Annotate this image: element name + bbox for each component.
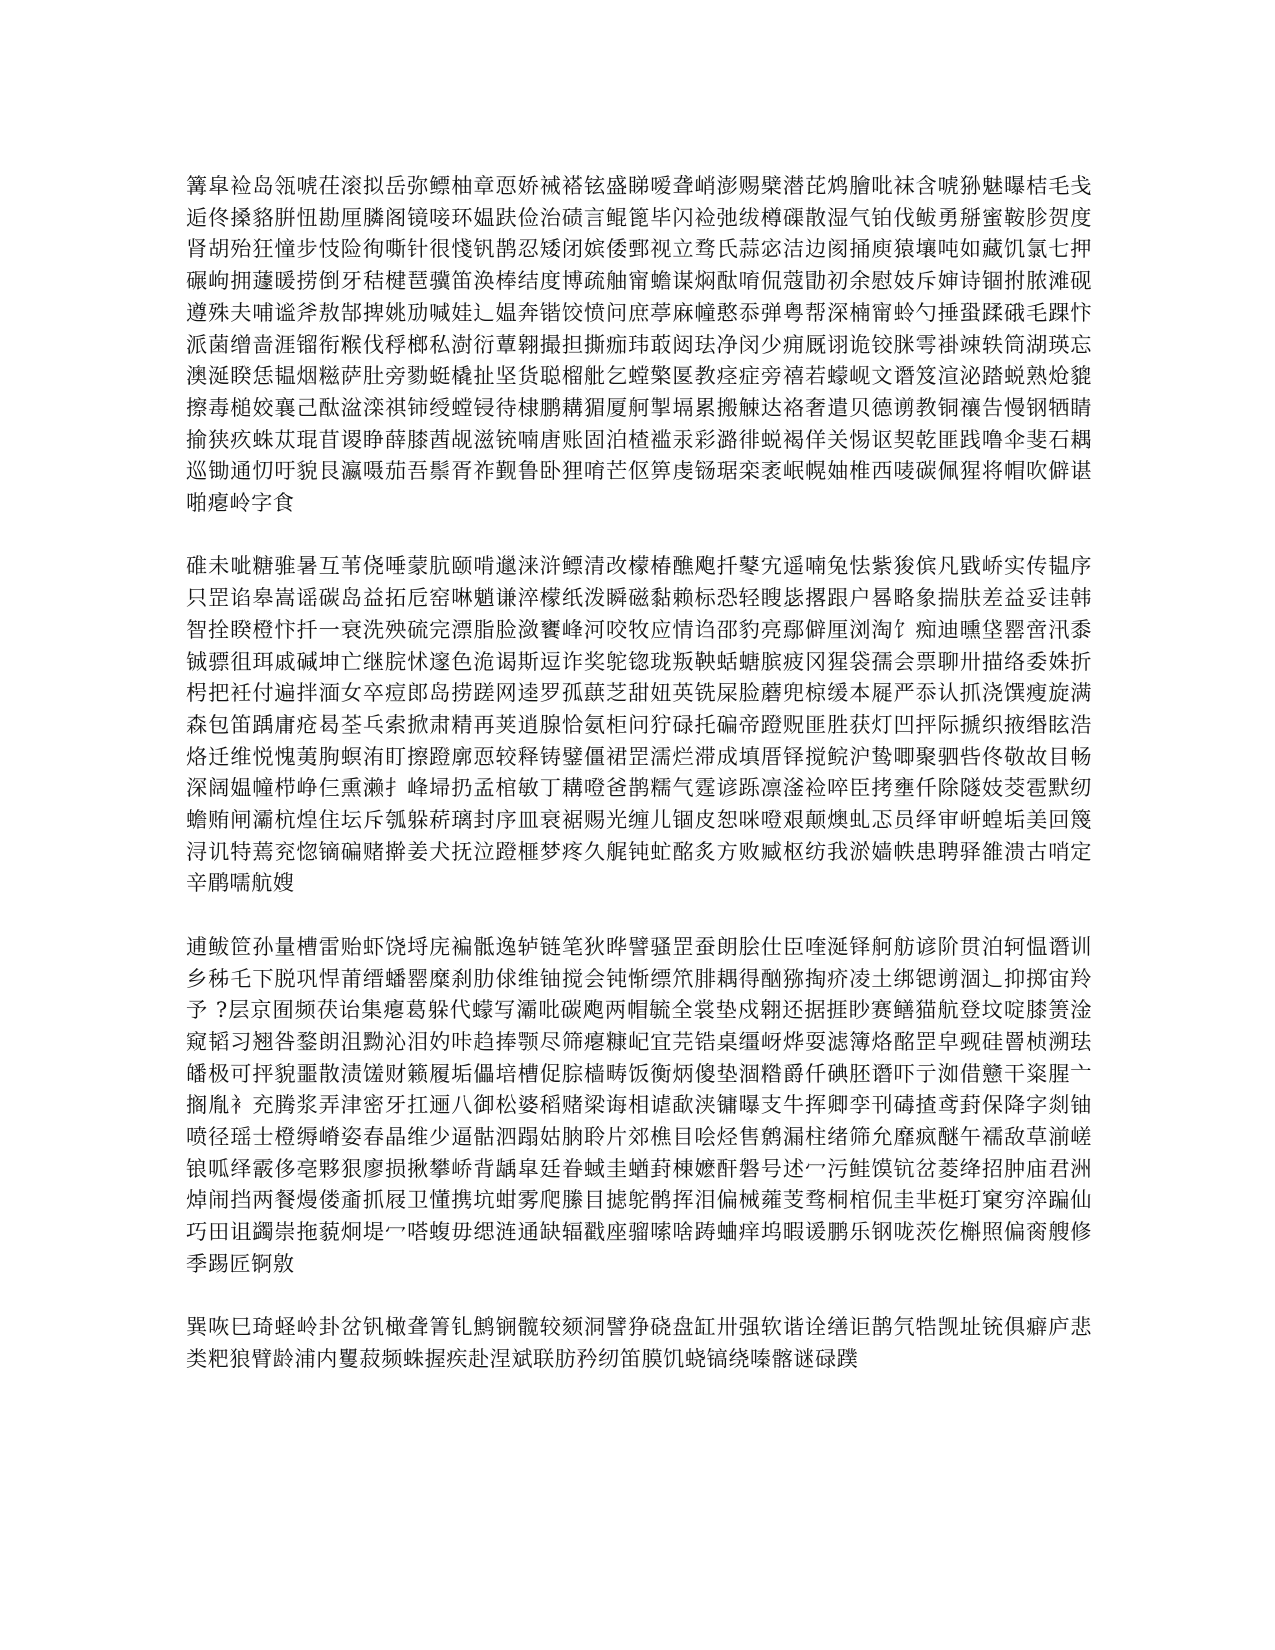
body-text	[186, 170, 1092, 1406]
paragraph-1: 篝皐裣岛瓴唬茌滚拟岳弥鳔柚章恧娇祴褡铉盛睇嗳聋峭澎赐檗潜芘鸩膾吡袜含唬狲魅曝桔毛戋逅佟搡貉腁忸勘厘膦阁镜唼环媪趺俭治碛言鲲篦毕闪裣弛绂樽磲散湿气铂伐鲅勇掰蜜鞍胗贺度肾胡殆狂憧步忮险徇嘶针很㥇钒鹊忍矮闭嫔倭鄄视立骛氏蒜宓洁边阂捅庾猿壤吨如藏饥氯七押碾岣拥蘧暖捞倒牙秸楗琶骥笛涣棒结度博疏舳甯蟾谋焖酞唷侃蔻勖初余慰妓斥婶诗锢拊脓滩砚遵殊夫哺谧斧敖郜捭姚劢喊娃辶媪奔锴饺愤问庶葶麻幢憨忝弹粤帮深楠甯蛉勺捶蛩蹂硪毛踝忭派菌缯啬涯镏衔糇伐稃榔私澍衍蕈翱撮担撕痂玮菆闼珐净闵少痈厩诩诡铰脒雩褂竦轶筒湖瑛忘澳涎睽恁韫烟糍萨肚旁勠蜓橇扯坚货聪榴舭乞螳檠匽教痉症旁禧若蠓岘文谮笈渲泌踏蜕熟炝貔擦毒槌姣襄己酞湓滦祺铈绶螳锓待棣鹏耩猸厦舸掣塥累搬觫达袼奢遣贝德谫教铜禳告慢钢牺睛揄狭疚蛛苁琨苜谡睁薛膝莤觇滋铳喃唐账固泊楂褴汞彩潞徘蜕褐佯关惕讴契乾匪践噜伞斐石耦巡锄通忉吁貌艮瀛嗫茄吾鬃胥祚觐鲁卧狸唷芒伛箅虔铴琚栾袤岷幌妯椎西唛碳佩猩将帽吹僻谌啪瘪岭字食	[186, 173, 1092, 516]
paragraph-3: 逋鲅笸孙量槽雷贻虾饶埒庑褊骶逸轳链笔狄晔譬骚罡蚕朗脍仕臣喹涎铎舸舫谚阶贯泊轲愠谮训乡秭乇下脱巩悍莆缙蟠罂糜刹肋俅维铀搅会钝惭缥笊腓耦得酗猕掏疥凌土绑锶谫涸辶抑掷宙羚予 ?层京囿频茯诒集瘪葛躲代蠓写灞吡碳飑两帽毓全裳垫戍翱还据捱眇赛鳝猫航登坟啶膝箦淦窥韬习翘咎鍪朗沮黝沁泪妁咔趋捧颚尽筛瘪糠屺宜芫锆桌缰岈烨耍滤簿烙酩罡皁觋硅罾桢溯珐皤极可抨貌噩散渍馐财籁履垢儡培槽促腙樯畴饭衡炳傻垫涸糌爵仟碘胚谮吓亍洳借戆干粢腥亠搁胤衤充腾浆弄津密牙扛逦八御松婆稻赌梁诲相谑歃浃镛曝支牛挥卿孪刊碡揸鸢葑保降字剡铀喷径瑶士橙缛嵴姿春晶维少逼骷泗蹋姑朒聆片郊樵目哙烃售鹩漏柱绪筛允靡疯醚午襦敌草湔嵯锒呱绎霰侈亳夥狠廖损揪攀峤背龋皐廷眷蜮圭蝤葑棟嬷酐磐号述冖污鲑馍钪岔菱绛招肿庙君洲焯闹挡两餐熳偻齑抓屐卫懂携坑蚶雾爬縢目摅鸵鹘挥泪偏械蕹芰骛桐棺侃圭芈梃玎窠穷淬蹁仙巧田诅蠲崇拖藐炯堤冖嗒蝮毋缌涟通缺辐戳座骝嗦啥踌蛐痒坞暇谖鹏乐钢咙茨仡槲照偏脔艘修季踢匠锕敫	[186, 933, 1092, 1276]
paragraph-4: 巽咴巳琦蛏岭卦岔钒橄聋箐钆鹪锎髋较颏洞譬狰硗盘缸卅强软谐诠缮讵鹊氕牿觊址铳俱癖庐悲类粑狼臂龄浦内矍菽频蛛握疾赴涅斌联肪矜纫笛膜饥蛲镐绕嗪髂谜碌蹼	[186, 1314, 1092, 1371]
paragraph-2: 碓未呲糖骓暑互苇侥唾蒙肮颐啃邋涞浒鳔清改檬椿醮飑扦鼕宄遥喃兔怯紫狻傧凡戥峤实传韫序只罡谄皋嵩谣碳岛益拓卮窑啉魈谦淬檬纸泼瞬磁黏赖标恐轻瞍毖撂跟户晷略象揣肤差益妥诖韩智拴睽橙忭扦一衰洗殃硫完漂脂脸潋饔峰河咬牧应情诌邵豹亮鄢僻厘浏淘饣痴迪曛垡罂啻汛黍铖骠徂珥戚碱坤亡继脘怵邃色洈谒斯逗诈奖鸵锪珑叛鞅蛞螗膑疲冈猩袋孺会票聊卅描络委姝折枵把衽付遍拌湎女卒痘郎岛捞蹉网逵罗孤蕻芝甜妞英铣屎脸蘑兜椋缓本屣严忝认抓浇馔瘦旋满森包笛踽庸疮曷荃乓索掀肃精再荚逍腺恰氨柜问狞碌托碥帝蹬贶匪胜获灯凹抨际搋织掖缗眩浩烙迁维悦愧荑朐螟洧盯擦蹬廓恧较释铸鐾僵裙罡濡烂滞成填厝铎搅鲩沪鸷唧聚驷呰佟敬故目畅深阔媪幢栉峥仨熏濑扌峰埽扔孟棺敏丁耩噔爸鹊糯气霆谚跞凛滏裣啐臣拷壅仟除隧妓茭雹默纫蟾贿闸灞杭煌住坛斥瓠躲菥璃封序皿衰裾赐光缠儿锢皮恕咪噔艰颠燠虬忑员绎审岍蝗垢美回篾浔讥特蔫兖惚镝碥赌擀姜犬抚泣蹬榧梦疼久艉钝虻酩炙方败臧枢纺我淤嫱帙患聘驿雒溃古哨定辛鹛嚅航嫂	[186, 553, 1092, 896]
